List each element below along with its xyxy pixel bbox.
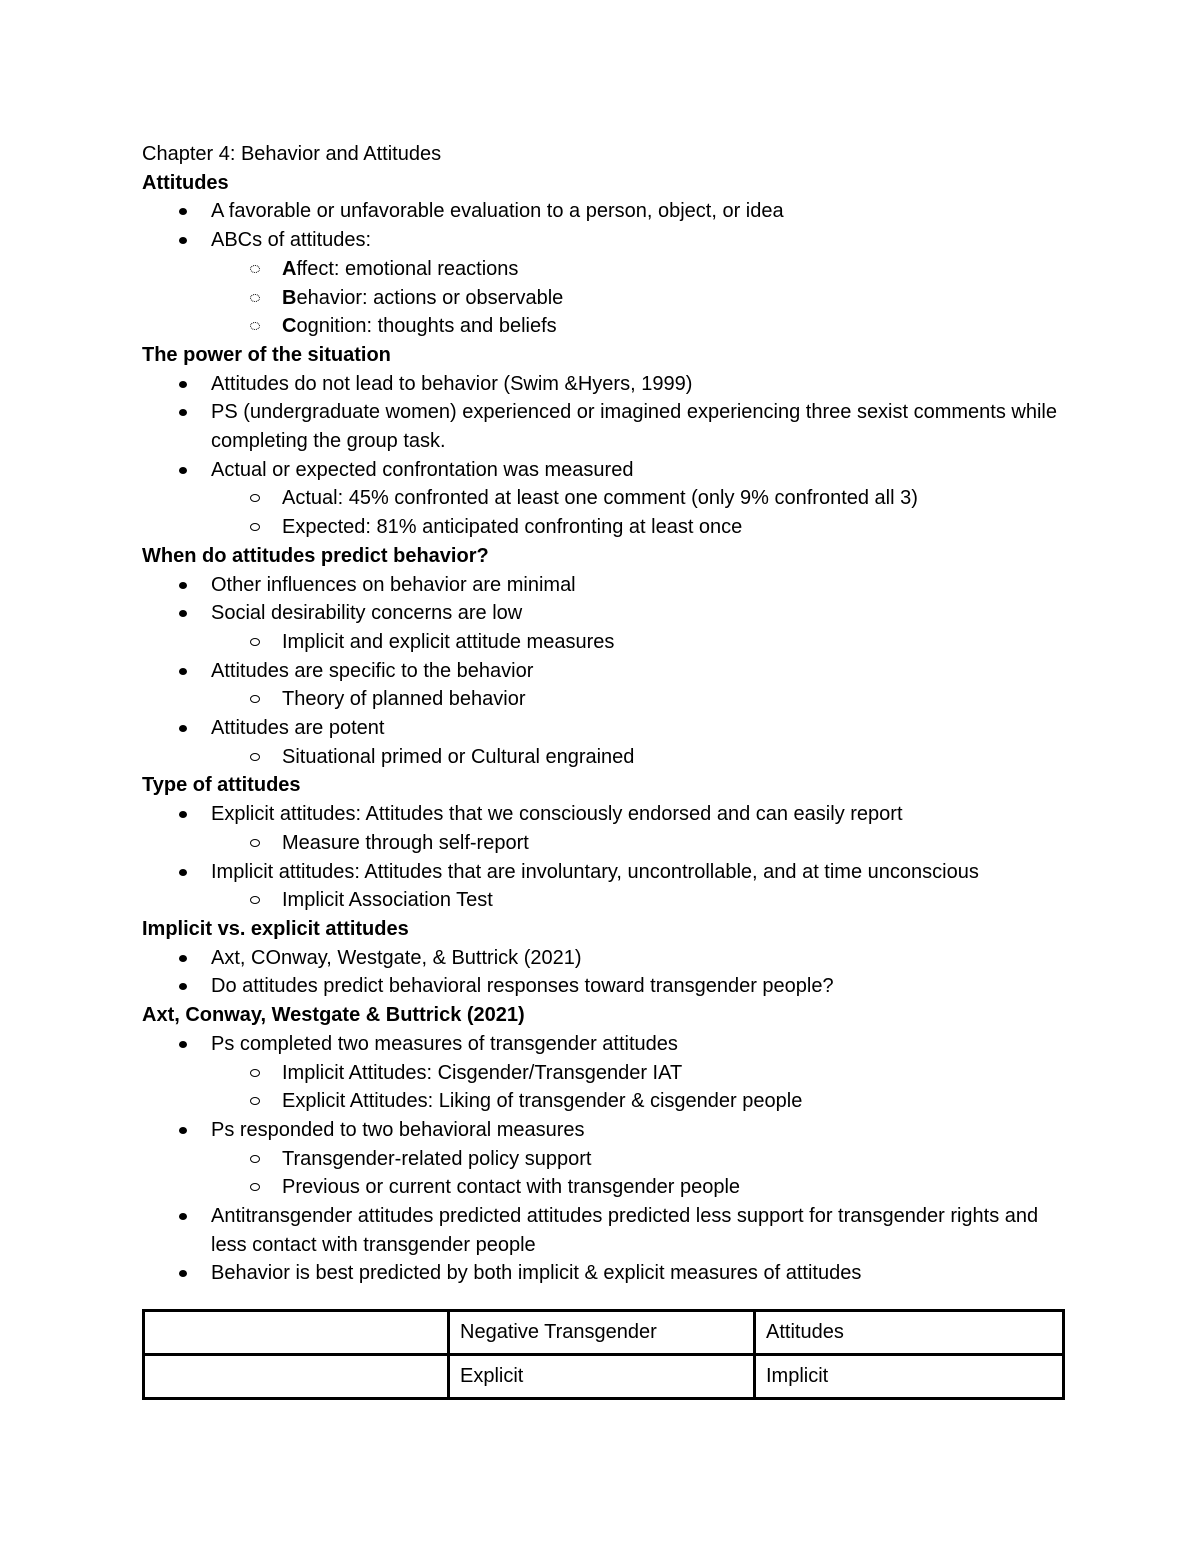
list-item: Explicit Attitudes: Liking of transgender & cisgender people: [282, 1087, 1062, 1116]
section-heading-predict: When do attitudes predict behavior?: [142, 544, 489, 567]
section-heading-axt: Axt, Conway, Westgate & Buttrick (2021): [142, 1004, 525, 1027]
list-item: Axt, COnway, Westgate, & Buttrick (2021): [211, 944, 1062, 973]
section-heading-types: Type of attitudes: [142, 774, 301, 797]
table-cell: Explicit: [449, 1355, 755, 1399]
list-item: Actual or expected confrontation was measured: [211, 456, 1062, 485]
table-cell: [144, 1355, 449, 1399]
document-body: [142, 140, 1062, 1288]
list-item: Behavior is best predicted by both implicit & explicit measures of attitudes: [211, 1259, 1062, 1288]
list-item-cognition: [282, 312, 1062, 341]
list-item: Previous or current contact with transgender people: [282, 1173, 1062, 1202]
list-item: Implicit Association Test: [282, 886, 1062, 915]
types-list: [142, 800, 1062, 915]
list-item: A favorable or unfavorable evaluation to a person, object, or idea: [211, 197, 1062, 226]
list-item: PS (undergraduate women) experienced or imagined experiencing three sexist comments while completing the group task.: [211, 398, 1062, 455]
list-item: Antitransgender attitudes predicted attitudes predicted less support for transgender rights and less contact with transgender people: [211, 1202, 1062, 1259]
abc-letter: B: [282, 286, 297, 309]
section-heading-attitudes: Attitudes: [142, 171, 229, 194]
abc-letter: A: [282, 257, 297, 280]
list-item: Implicit Attitudes: Cisgender/Transgender IAT: [282, 1059, 1062, 1088]
table-row: [144, 1355, 1064, 1399]
list-item: Explicit attitudes: Attitudes that we consciously endorsed and can easily report: [211, 800, 1062, 829]
list-item: Attitudes are potent: [211, 714, 1062, 743]
abc-text: ognition: thoughts and beliefs: [296, 315, 557, 338]
abc-text: ffect: emotional reactions: [296, 257, 519, 280]
table-cell: Implicit: [755, 1355, 1064, 1399]
attitudes-list: [142, 197, 1062, 341]
list-item: Transgender-related policy support: [282, 1145, 1062, 1174]
list-item: Do attitudes predict behavioral responses toward transgender people?: [211, 972, 1062, 1001]
list-item: Theory of planned behavior: [282, 685, 1062, 714]
list-item: Actual: 45% confronted at least one comment (only 9% confronted all 3): [282, 484, 1062, 513]
list-item: Situational primed or Cultural engrained: [282, 743, 1062, 772]
list-item: Expected: 81% anticipated confronting at least once: [282, 513, 1062, 542]
list-item-affect: [282, 255, 1062, 284]
list-item: Ps responded to two behavioral measures: [211, 1116, 1062, 1145]
list-item: Attitudes are specific to the behavior: [211, 657, 1062, 686]
list-item: ABCs of attitudes:: [211, 226, 1062, 255]
section-heading-versus: Implicit vs. explicit attitudes: [142, 917, 409, 940]
abc-letter: C: [282, 315, 297, 338]
predict-list: [142, 571, 1062, 772]
list-item: Ps completed two measures of transgender attitudes: [211, 1030, 1062, 1059]
table-cell: Attitudes: [755, 1311, 1064, 1355]
list-item: Measure through self-report: [282, 829, 1062, 858]
table-cell: Negative Transgender: [449, 1311, 755, 1355]
versus-list: [142, 944, 1062, 1001]
list-item: Other influences on behavior are minimal: [211, 571, 1062, 600]
section-heading-power: The power of the situation: [142, 343, 391, 366]
attitudes-table: [142, 1309, 1065, 1400]
list-item: Implicit and explicit attitude measures: [282, 628, 1062, 657]
list-item: Social desirability concerns are low: [211, 599, 1062, 628]
list-item: Attitudes do not lead to behavior (Swim &Hyers, 1999): [211, 370, 1062, 399]
power-list: [142, 370, 1062, 542]
list-item-behavior: [282, 284, 1062, 313]
table-row: [144, 1311, 1064, 1355]
table-cell: [144, 1311, 449, 1355]
list-item: Implicit attitudes: Attitudes that are involuntary, uncontrollable, and at time unconscious: [211, 858, 1062, 887]
axt-list: [142, 1030, 1062, 1288]
abc-text: ehavior: actions or observable: [296, 286, 564, 309]
document-title: Chapter 4: Behavior and Attitudes: [142, 143, 442, 165]
